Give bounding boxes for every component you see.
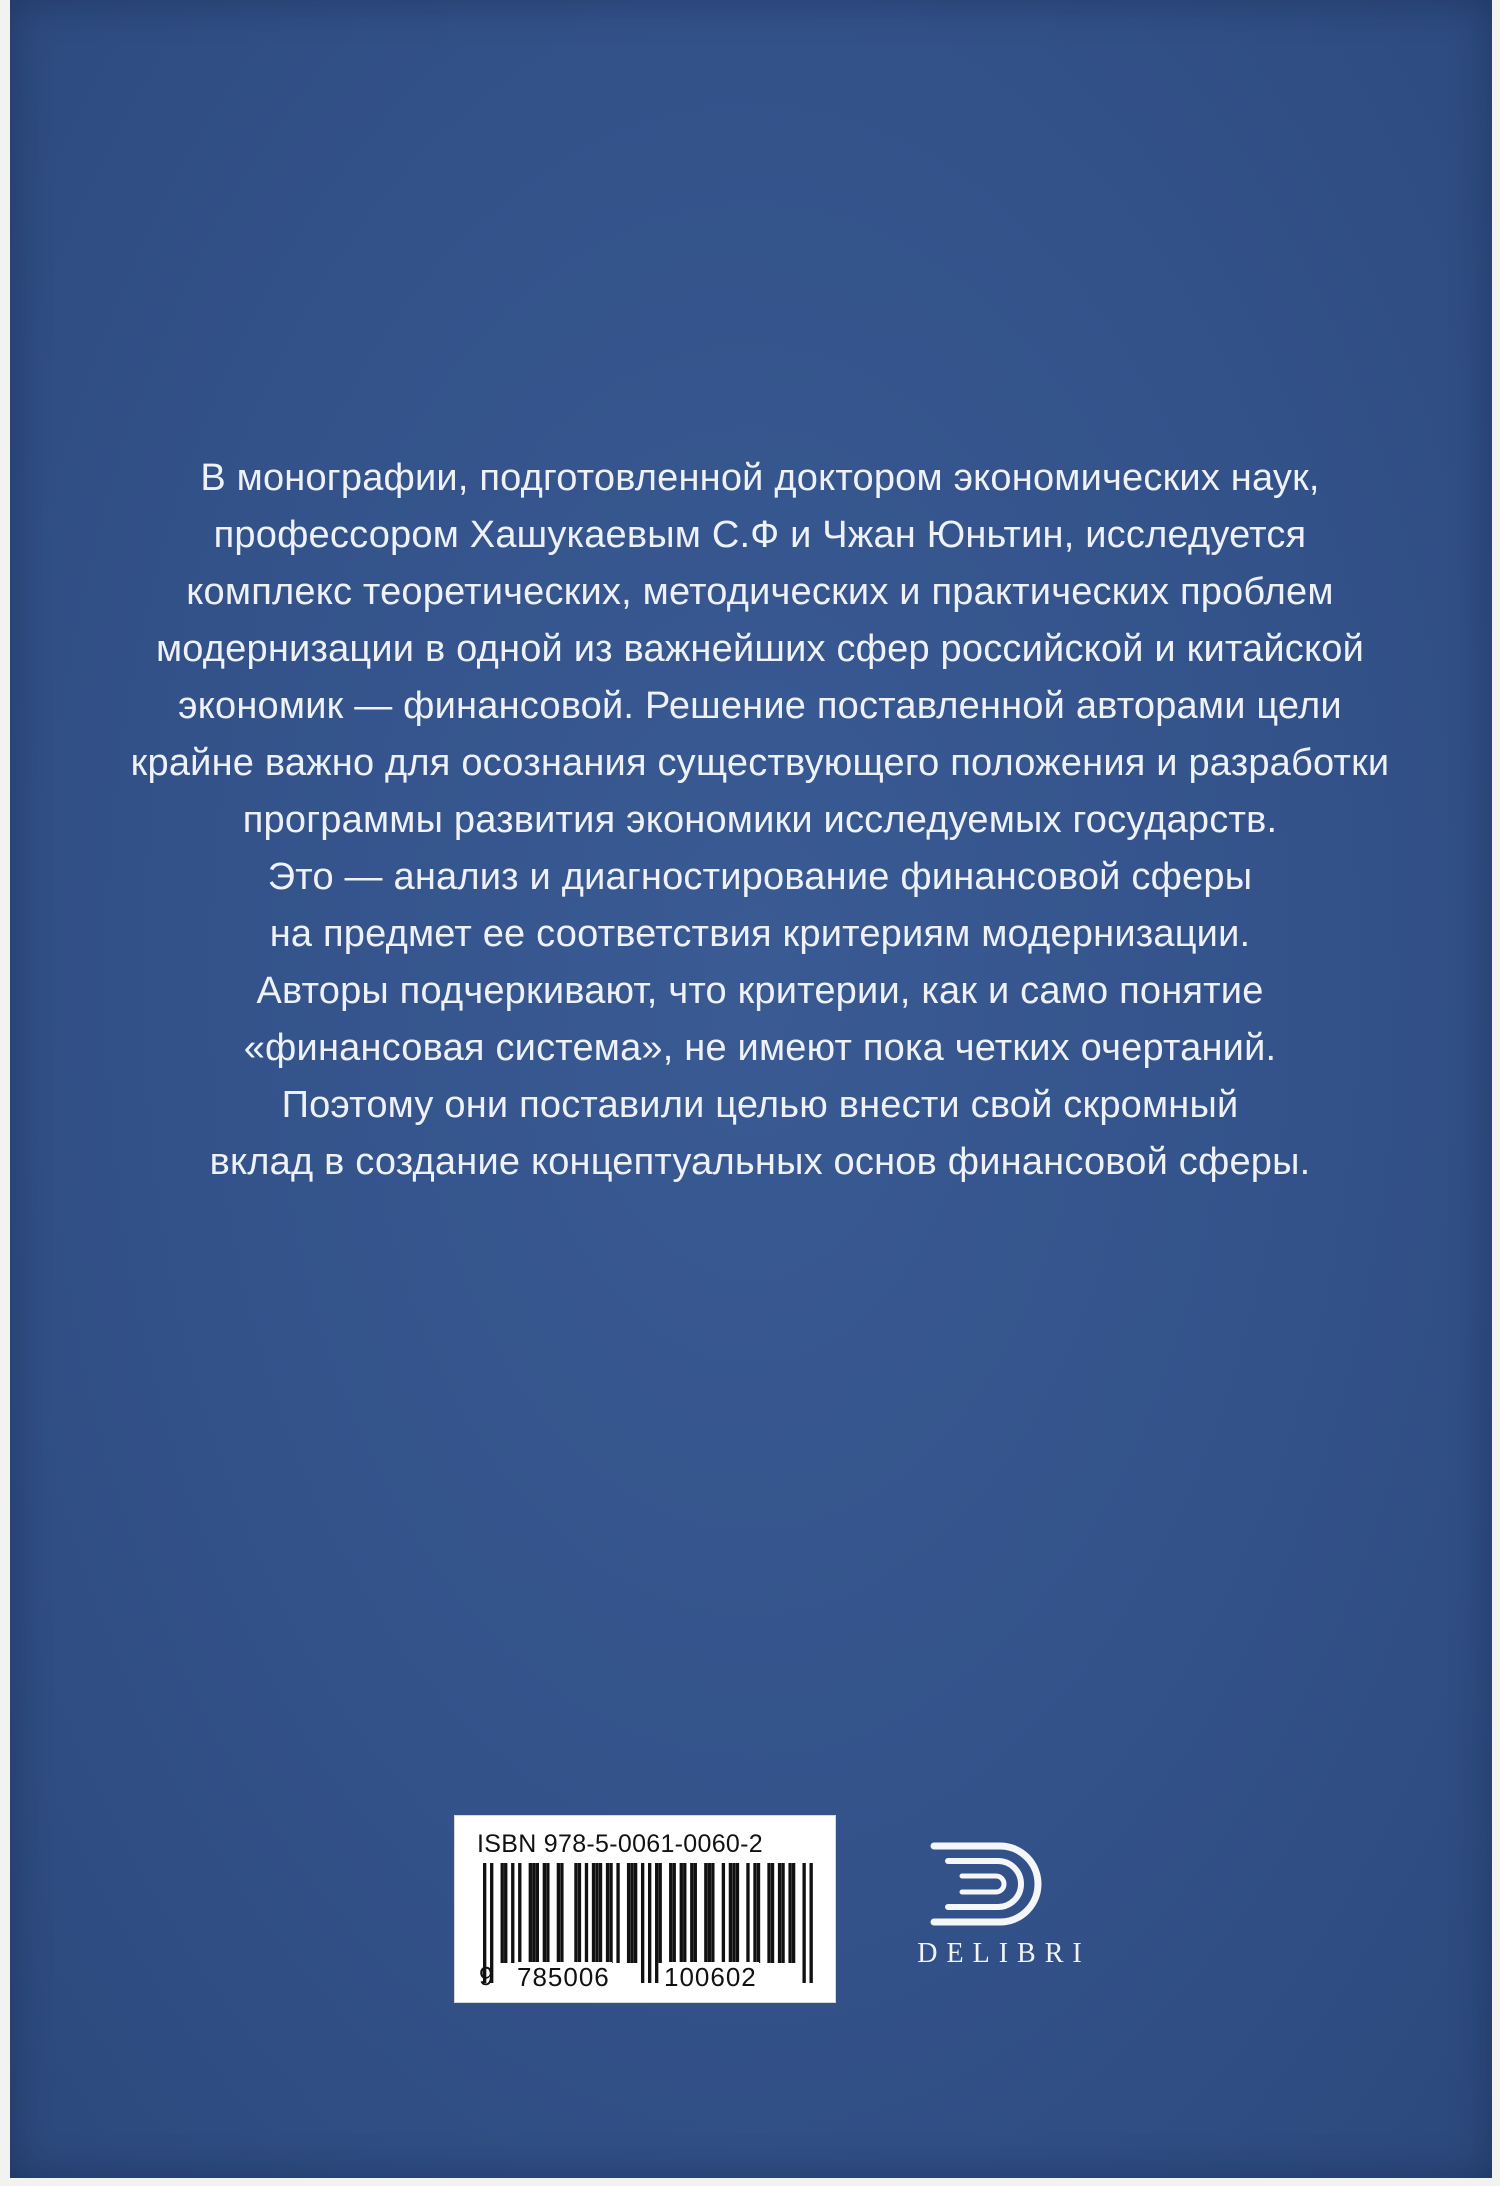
barcode-bar: [680, 1863, 683, 1963]
annotation-line: «финансовая система», не имеют пока четких очертаний.: [243, 1027, 1277, 1069]
annotation-line: вклад в создание концептуальных основ финансовой сферы.: [209, 1141, 1311, 1183]
barcode-bar: [722, 1863, 725, 1963]
barcode-bar: [781, 1863, 784, 1963]
annotation-line: программы развития экономики исследуемых государств.: [242, 799, 1278, 841]
annotation-line: модернизации в одной из важнейших сфер российской и китайской: [155, 628, 1365, 670]
annotation-line: профессором Хашукаевым С.Ф и Чжан Юньтин, исследуется: [213, 514, 1307, 556]
barcode-bar: [655, 1863, 658, 1983]
barcode-bar: [574, 1863, 577, 1963]
barcode-bar: [792, 1863, 795, 1963]
barcode-bar: [694, 1863, 697, 1963]
barcode-bar: [736, 1863, 739, 1963]
barcode-bar: [771, 1863, 774, 1963]
annotation-line: экономик — финансовой. Решение поставленной авторами цели: [178, 685, 1342, 727]
barcode-lead-digit: 9: [479, 1961, 495, 1991]
annotation-line: В монографии, подготовленной доктором экономических наук,: [200, 457, 1320, 499]
delibri-logo-icon: [930, 1838, 1068, 1930]
barcode-right-digits: 100602: [664, 1962, 757, 1992]
barcode-bar: [630, 1863, 633, 1963]
barcode-bar: [536, 1863, 539, 1963]
barcode-bar: [809, 1863, 812, 1983]
barcode-bar: [778, 1863, 781, 1963]
barcode-bar: [690, 1863, 693, 1963]
barcode-bar: [634, 1863, 637, 1963]
back-cover: [10, 0, 1492, 2178]
barcode-bar: [753, 1863, 756, 1963]
barcode-bar: [532, 1863, 535, 1963]
annotation-line: Это — анализ и диагностирование финансовой сферы: [267, 856, 1253, 898]
annotation-line: на предмет ее соответствия критериям модернизации.: [269, 913, 1251, 955]
barcode-bar: [802, 1863, 805, 1983]
annotation-line: комплекс теоретических, методических и практических проблем: [186, 571, 1334, 613]
barcode-bar: [729, 1863, 732, 1963]
barcode-bar: [767, 1863, 770, 1963]
barcode-bar: [788, 1863, 791, 1963]
barcode-bar: [578, 1863, 581, 1963]
barcode-left-digits: 785006: [517, 1962, 610, 1992]
barcode-bar: [599, 1863, 602, 1963]
annotation-text: [80, 450, 1440, 1191]
barcode-bar: [543, 1863, 546, 1963]
barcode-bar: [704, 1863, 707, 1963]
barcode-bar: [757, 1863, 760, 1963]
publisher-name: DELIBRI: [917, 1938, 1091, 1969]
barcode-bar: [529, 1863, 532, 1963]
barcode-bar: [501, 1863, 504, 1963]
annotation-line: Поэтому они поставили целью внести свой скромный: [281, 1084, 1239, 1126]
barcode-bar: [504, 1863, 507, 1963]
barcode-bar: [609, 1863, 612, 1963]
barcode-bar: [606, 1863, 609, 1963]
isbn-barcode-box: [454, 1815, 836, 2003]
barcode-bar: [711, 1863, 714, 1963]
barcode-bar: [673, 1863, 676, 1963]
barcode-bar: [560, 1863, 563, 1963]
barcode-bar: [641, 1863, 644, 1983]
barcode-bar: [595, 1863, 598, 1963]
annotation-line: крайне важно для осознания существующего положения и разработки: [130, 742, 1390, 784]
barcode-bar: [592, 1863, 595, 1963]
barcode-bar: [518, 1863, 521, 1963]
barcode-bar: [669, 1863, 672, 1963]
barcode-bar: [708, 1863, 711, 1963]
barcode-bar: [546, 1863, 549, 1963]
barcode-bar: [616, 1863, 619, 1963]
isbn-number: ISBN 978-5-0061-0060-2: [477, 1830, 763, 1858]
barcode-bar: [557, 1863, 560, 1963]
barcode-bar: [627, 1863, 630, 1963]
annotation-line: Авторы подчеркивают, что критерии, как и само понятие: [256, 970, 1264, 1012]
barcode-bar: [683, 1863, 686, 1963]
barcode-bar: [732, 1863, 735, 1963]
barcode-bar: [746, 1863, 749, 1963]
barcode-bar: [511, 1863, 514, 1963]
barcode-bar: [659, 1863, 662, 1963]
barcode-bar: [648, 1863, 651, 1983]
barcode-bar: [585, 1863, 588, 1963]
